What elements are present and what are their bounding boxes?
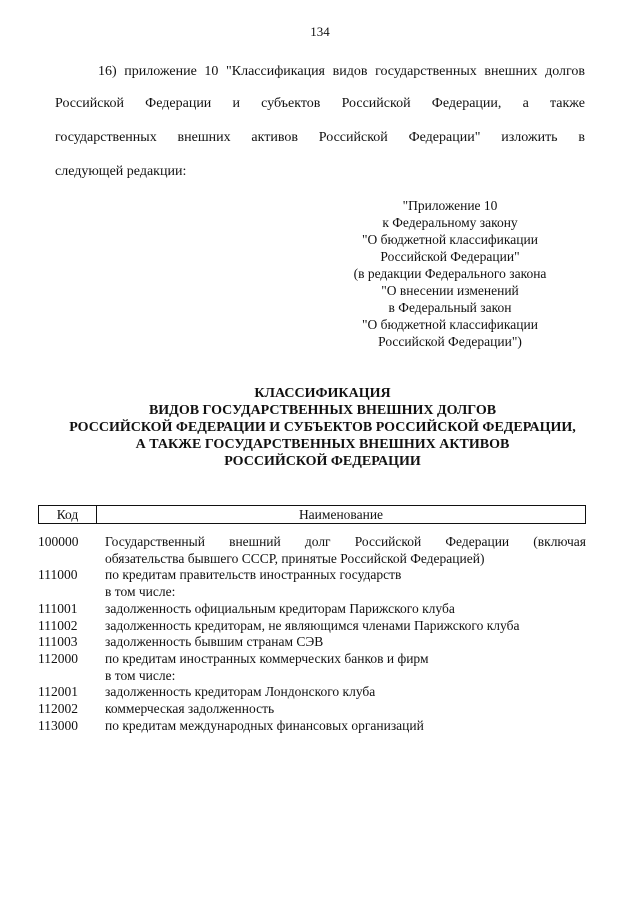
table-body — [38, 534, 586, 734]
appendix-line: Российской Федерации" — [380, 249, 520, 264]
intro-line: 16) приложение 10 "Классификация видов государственных внешних долгов — [98, 64, 585, 79]
row-code: 113000 — [38, 717, 78, 733]
appendix-line: к Федеральному закону — [382, 215, 518, 230]
table-row — [38, 651, 586, 684]
row-code: 111002 — [38, 617, 78, 633]
table-row — [38, 601, 586, 618]
title-line: ВИДОВ ГОСУДАРСТВЕННЫХ ВНЕШНИХ ДОЛГОВ — [148, 403, 497, 418]
intro-line: государственных внешних активов Российской Федерации" изложить в — [55, 130, 585, 145]
row-code: 111001 — [38, 600, 78, 616]
table-row — [38, 567, 586, 600]
title-line: А ТАКЖЕ ГОСУДАРСТВЕННЫХ ВНЕШНИХ АКТИВОВ — [135, 437, 510, 452]
row-name-line: по кредитам иностранных коммерческих банков и фирм — [105, 650, 429, 666]
row-name-line: Государственный внешний долг Российской Федерации (включая — [105, 534, 586, 549]
row-name-line: по кредитам международных финансовых организаций — [105, 717, 424, 733]
table-row — [38, 634, 586, 651]
row-name-line: обязательства бывшего СССР, принятые Российской Федерацией) — [105, 550, 485, 566]
row-name — [95, 534, 586, 567]
row-name — [95, 618, 586, 635]
row-name-line: задолженность официальным кредиторам Парижского клуба — [105, 600, 455, 616]
appendix-line: Российской Федерации") — [378, 334, 522, 349]
row-name — [95, 701, 586, 718]
document-title — [40, 385, 605, 470]
table-row — [38, 684, 586, 701]
appendix-heading — [330, 197, 570, 350]
row-name — [95, 567, 586, 600]
row-code: 112002 — [38, 701, 78, 717]
appendix-line: "О бюджетной классификации — [362, 317, 538, 332]
row-code: 100000 — [38, 534, 79, 549]
row-name-line: задолженность бывшим странам СЭВ — [105, 634, 324, 650]
row-code: 112000 — [38, 650, 78, 666]
row-name — [95, 684, 586, 701]
appendix-line: "Приложение 10 — [402, 198, 498, 213]
classification-table — [38, 505, 586, 733]
row-name — [95, 718, 586, 735]
row-name-line: в том числе: — [105, 667, 176, 683]
appendix-line: "О бюджетной классификации — [362, 232, 538, 247]
table-row — [38, 701, 586, 718]
appendix-line: (в редакции Федерального закона — [353, 266, 547, 281]
title-line: РОССИЙСКОЙ ФЕДЕРАЦИИ И СУБЪЕКТОВ РОССИЙСКОЙ ФЕДЕРАЦИИ, — [69, 420, 576, 435]
row-name-line: коммерческая задолженность — [105, 701, 275, 717]
header-name: Наименование — [298, 507, 384, 522]
table-row — [38, 534, 586, 567]
table-row — [38, 718, 586, 735]
row-name-line: задолженность кредиторам Лондонского клуба — [105, 684, 376, 700]
intro-line: следующей редакции: — [55, 164, 187, 179]
row-name — [95, 634, 586, 651]
table-row — [38, 618, 586, 635]
page-number: 134 — [310, 24, 330, 39]
header-code: Код — [39, 506, 97, 523]
row-code: 112001 — [38, 684, 78, 700]
title-line: КЛАССИФИКАЦИЯ — [254, 386, 391, 401]
row-name — [95, 651, 586, 684]
row-name-line: по кредитам правительств иностранных государств — [105, 567, 402, 583]
row-name — [95, 601, 586, 618]
row-code: 111000 — [38, 567, 78, 583]
title-line: РОССИЙСКОЙ ФЕДЕРАЦИИ — [224, 454, 421, 469]
row-name-line: в том числе: — [105, 584, 176, 600]
row-code: 111003 — [38, 634, 78, 650]
appendix-line: в Федеральный закон — [388, 300, 512, 315]
table-header — [38, 505, 586, 524]
row-name-line: задолженность кредиторам, не являющимся членами Парижского клуба — [105, 617, 520, 633]
intro-line: Российской Федерации и субъектов Российской Федерации, а также — [55, 96, 585, 111]
appendix-line: "О внесении изменений — [381, 283, 519, 298]
